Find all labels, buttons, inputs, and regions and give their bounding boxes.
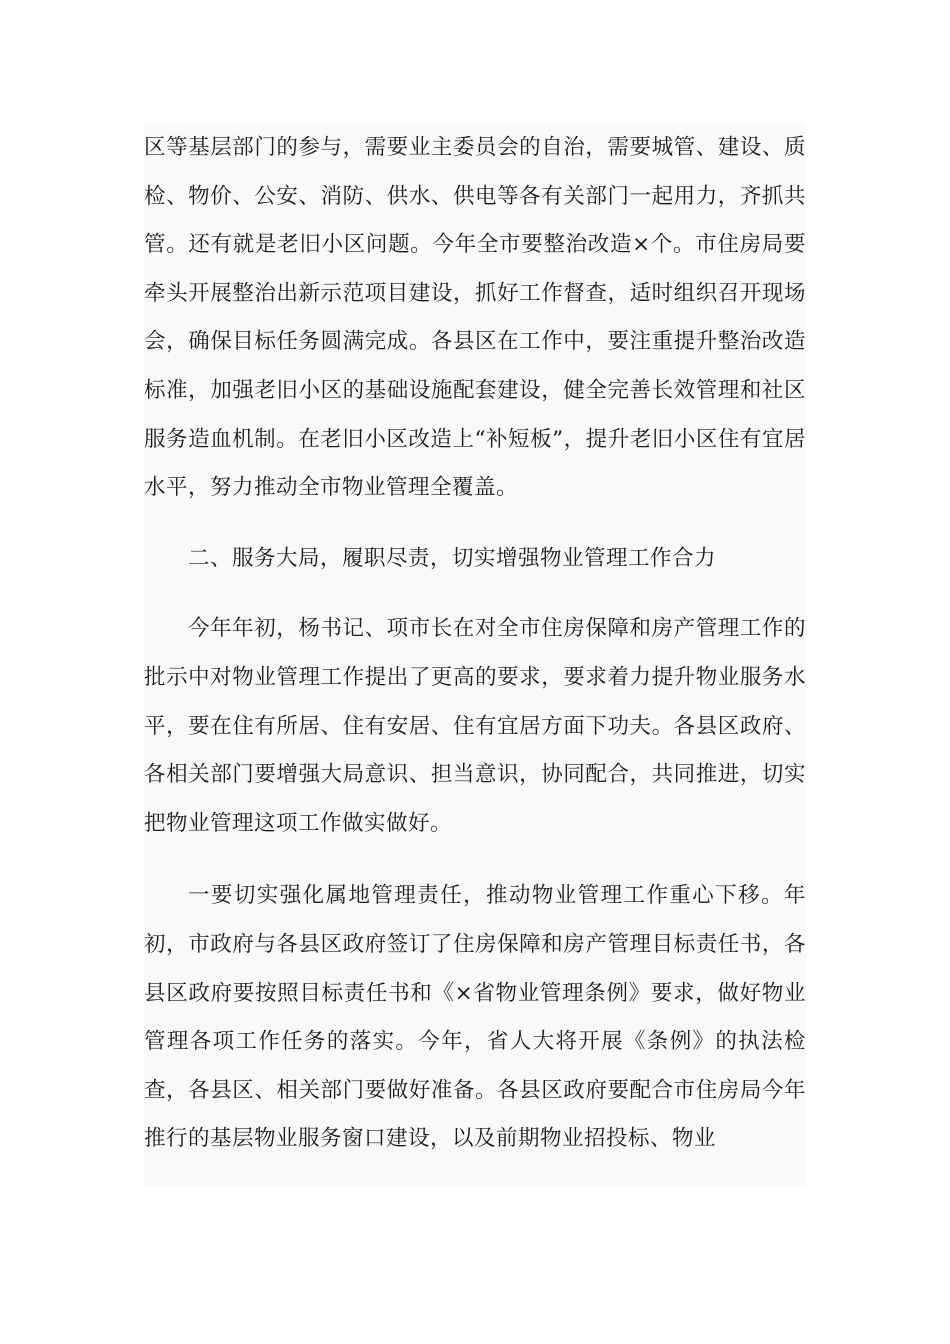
document-body (144, 124, 806, 1186)
paragraph-continuation: 区等基层部门的参与，需要业主委员会的自治，需要城管、建设、质检、物价、公安、消防、供水、供电等各有关部门一起用力，齐抓共管。还有就是老旧小区问题。今年全市要整治改造×个。市住房局要牵头开展整治出新示范项目建设，抓好工作督查，适时组织召开现场会，确保目标任务圆满完成。各县区在工作中，要注重提升整治改造标准，加强老旧小区的基础设施配套建设，健全完善长效管理和社区服务造血机制。在老旧小区改造上“补短板”，提升老旧小区住有宜居水平，努力推动全市物业管理全覆盖。 (144, 135, 806, 501)
paragraph-spacer (144, 513, 806, 535)
paragraph-spacer (144, 583, 806, 605)
paragraph-spacer (144, 848, 806, 872)
paragraph: 今年年初，杨书记、项市长在对全市住房保障和房产管理工作的批示中对物业管理工作提出了更高的要求，要求着力提升物业服务水平，要在住有所居、住有安居、住有宜居方面下功夫。各县区政府、各相关部门要增强大局意识、担当意识，协同配合，共同推进，切实把物业管理这项工作做实做好。 (144, 616, 806, 836)
paragraph: 一要切实强化属地管理责任，推动物业管理工作重心下移。年初，市政府与各县区政府签订了住房保障和房产管理目标责任书，各县区政府要按照目标责任书和《×省物业管理条例》要求，做好物业管理各项工作任务的落实。今年，省人大将开展《条例》的执法检查，各县区、相关部门要做好准备。各县区政府要配合市住房局今年推行的基层物业服务窗口建设，以及前期物业招投标、物业 (144, 883, 806, 1152)
section-heading: 二、服务大局，履职尽责，切实增强物业管理工作合力 (188, 545, 717, 571)
